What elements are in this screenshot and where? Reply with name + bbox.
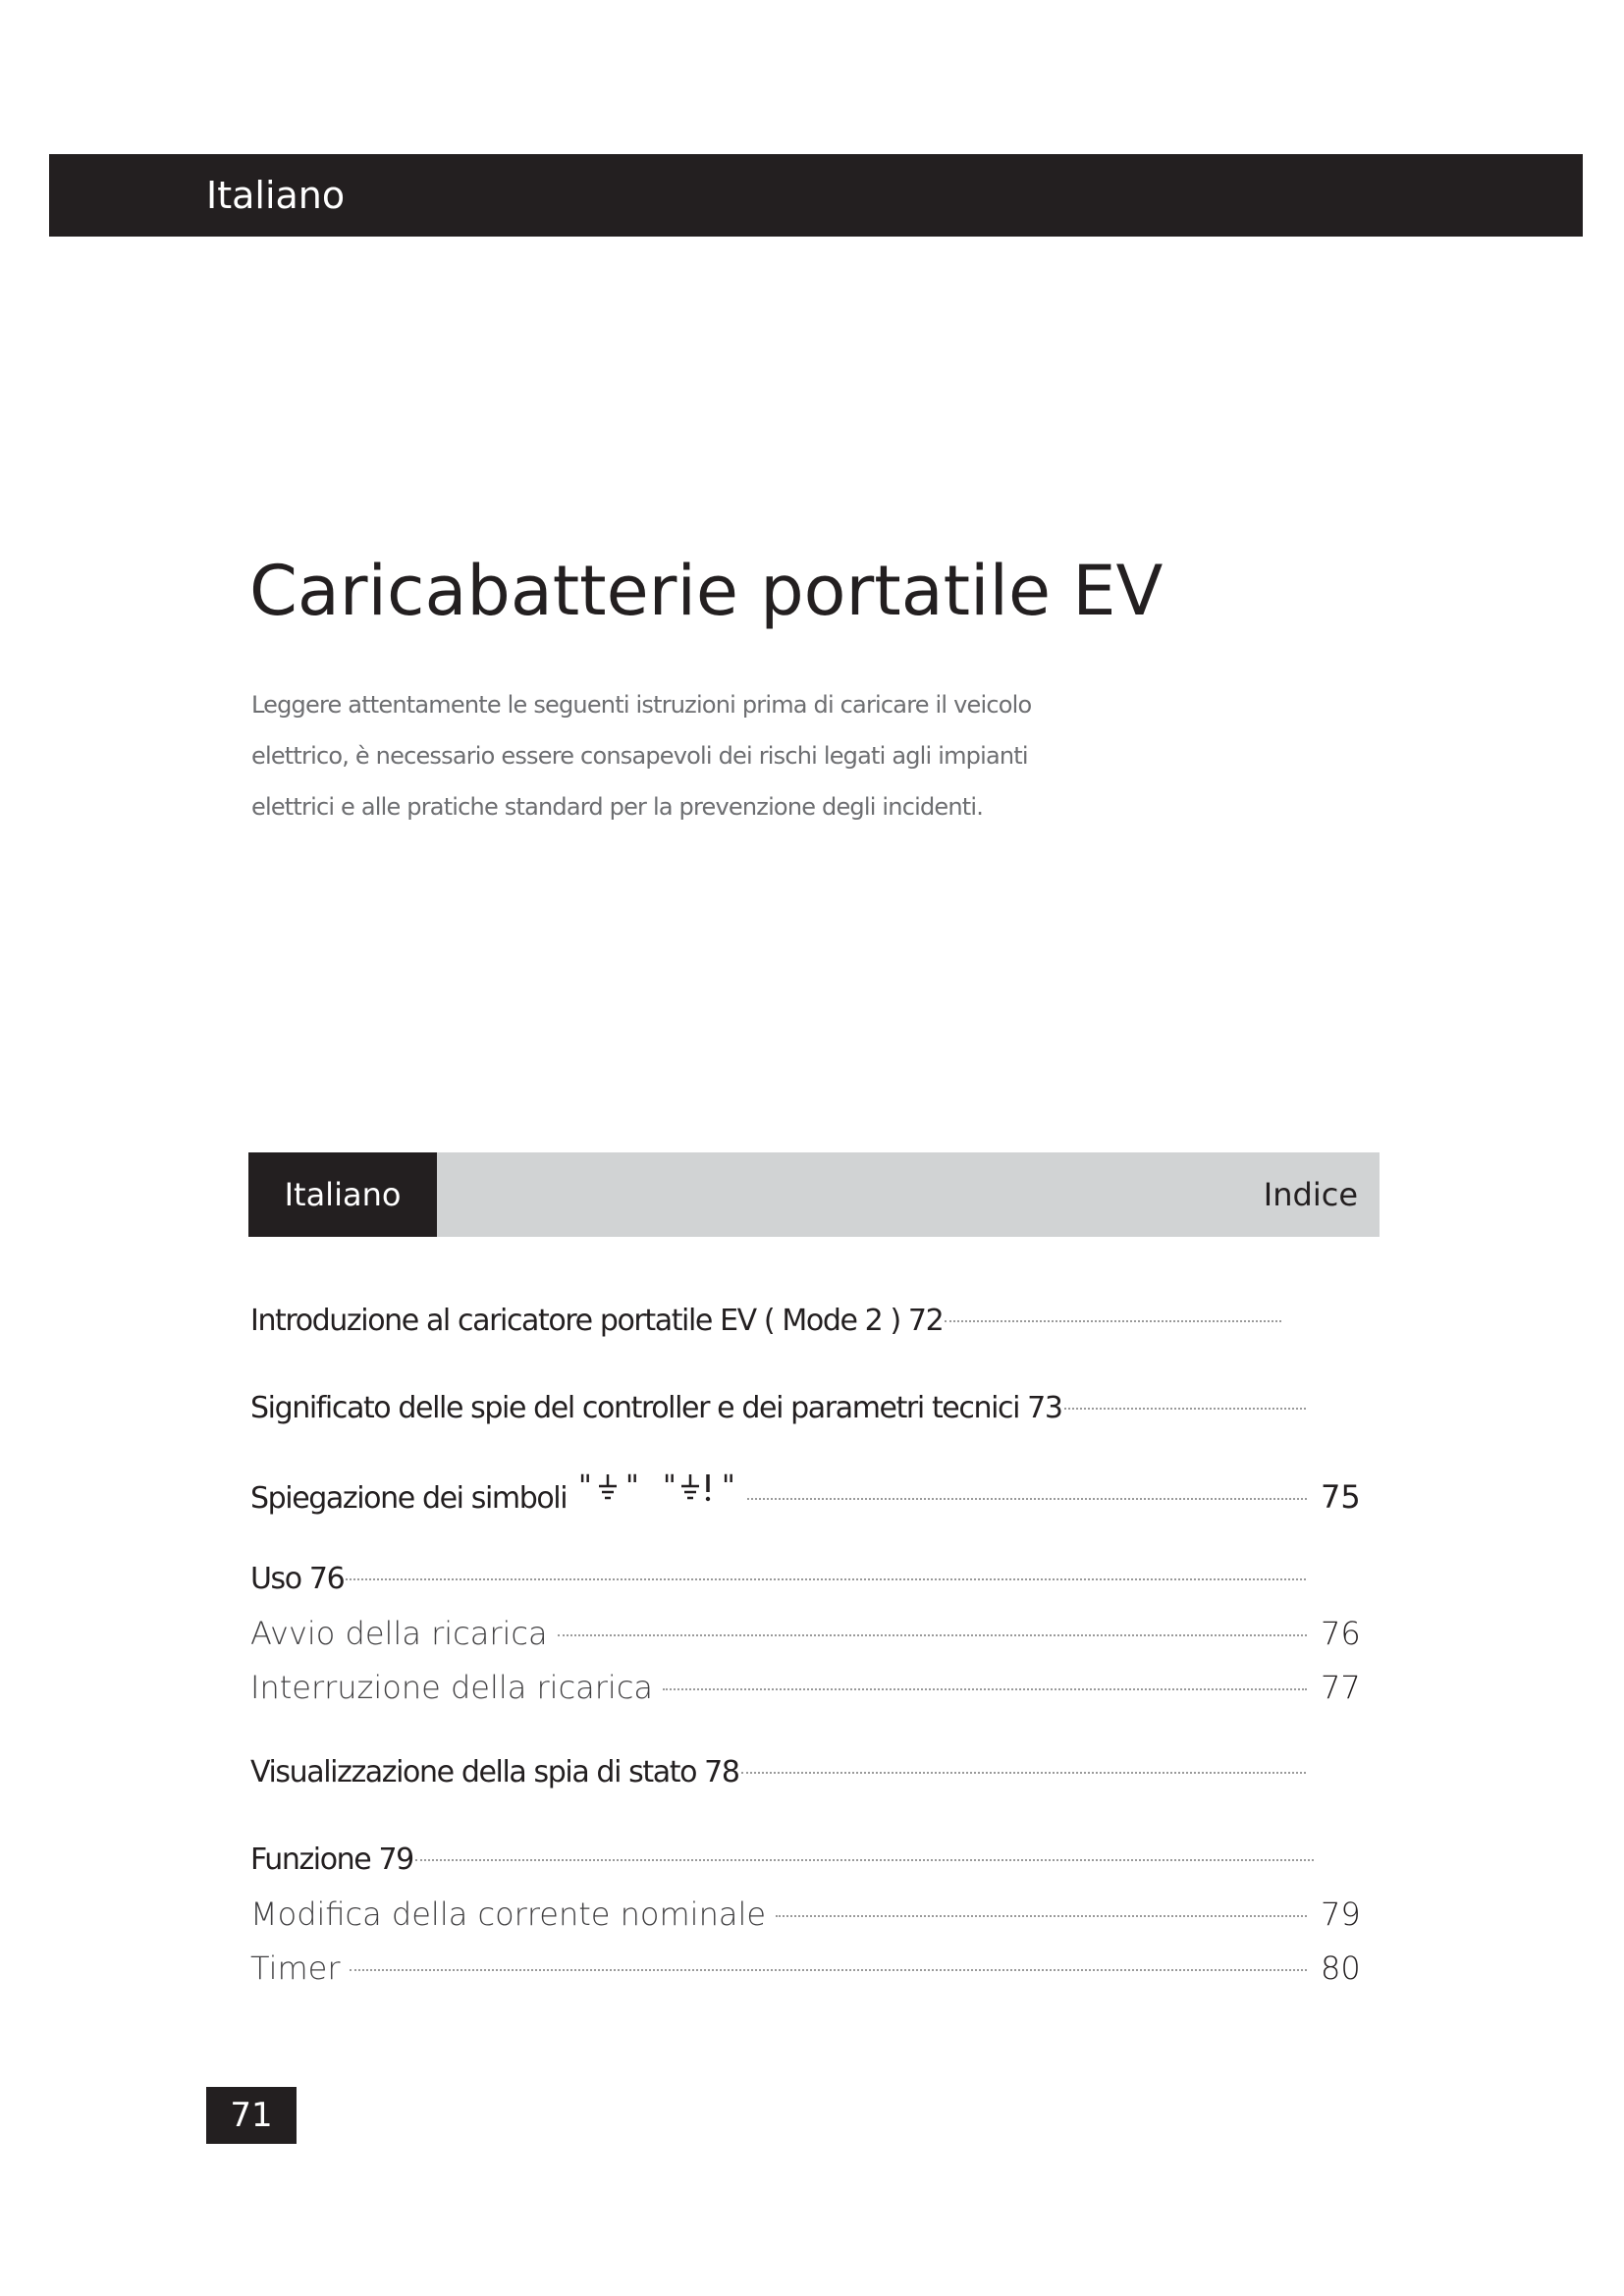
ground-fault-icon	[663, 1468, 737, 1508]
toc-leader	[415, 1859, 1314, 1861]
svg-text:": "	[663, 1469, 676, 1504]
toc-page-number: 77	[1321, 1669, 1361, 1706]
intro-line: elettrici e alle pratiche standard per la prevenzione degli incidenti.	[251, 793, 984, 821]
toc-entry-avvio-ricarica[interactable]	[250, 1610, 1360, 1657]
toc-entry-label: Timer	[250, 1949, 341, 1987]
svg-text:": "	[722, 1469, 734, 1504]
toc-entry-label: Interruzione della ricarica	[250, 1669, 654, 1706]
toc-page-number: 80	[1321, 1949, 1361, 1987]
toc-leader	[350, 1969, 1307, 1971]
intro-paragraph	[251, 679, 1135, 832]
index-language-tab: Italiano	[248, 1152, 437, 1237]
svg-text:": "	[578, 1469, 591, 1504]
index-header-bar	[248, 1152, 1380, 1237]
toc-entry-interruzione-ricarica[interactable]	[250, 1664, 1360, 1711]
toc-entry-label: Funzione 79	[250, 1842, 413, 1877]
toc-page-number: 76	[1321, 1615, 1361, 1652]
toc-entry-uso[interactable]	[250, 1556, 1306, 1603]
symbol-group	[578, 1468, 737, 1508]
page-number: 71	[206, 2087, 297, 2144]
toc-entry-label: Spiegazione dei simboli	[250, 1481, 568, 1516]
toc-leader	[1064, 1408, 1306, 1410]
intro-line: elettrico, è necessario essere consapevoli dei rischi legati agli impianti	[251, 742, 1028, 770]
svg-text:": "	[625, 1469, 638, 1504]
header-language-label: Italiano	[206, 174, 346, 217]
toc-entry-introduzione[interactable]	[250, 1298, 1281, 1345]
toc-leader	[346, 1578, 1306, 1580]
toc-entry-label: Avvio della ricarica	[250, 1615, 548, 1652]
toc-leader	[558, 1634, 1307, 1636]
toc-leader	[747, 1498, 1307, 1500]
toc-entry-modifica-corrente[interactable]	[250, 1891, 1360, 1938]
toc-page-number: 79	[1321, 1896, 1361, 1933]
toc-entry-label: Visualizzazione della spia di stato 78	[250, 1755, 739, 1789]
toc-entry-timer[interactable]	[250, 1945, 1360, 1992]
ground-icon	[578, 1468, 637, 1508]
toc-entry-funzione[interactable]	[250, 1837, 1314, 1884]
language-header-bar	[49, 154, 1583, 237]
toc-page-number: 75	[1321, 1478, 1361, 1516]
toc-entry-simboli[interactable]	[250, 1468, 1360, 1516]
toc-entry-significato[interactable]	[250, 1385, 1306, 1432]
document-title: Caricabatterie portatile EV	[249, 551, 1164, 631]
toc-entry-label: Uso 76	[250, 1562, 345, 1596]
toc-leader	[663, 1688, 1307, 1690]
toc-entry-label: Modifica della corrente nominale	[250, 1896, 767, 1933]
intro-line: Leggere attentamente le seguenti istruzioni prima di caricare il veicolo	[251, 691, 1032, 719]
toc-entry-visualizzazione[interactable]	[250, 1749, 1306, 1796]
index-title: Indice	[1263, 1176, 1358, 1213]
toc-entry-label: Significato delle spie del controller e dei parametri tecnici 73	[250, 1391, 1062, 1425]
toc-leader	[741, 1772, 1306, 1774]
toc-entry-label: Introduzione al caricatore portatile EV ( Mode 2 ) 72	[250, 1304, 944, 1338]
toc-leader	[776, 1915, 1307, 1917]
toc-leader	[945, 1320, 1281, 1322]
